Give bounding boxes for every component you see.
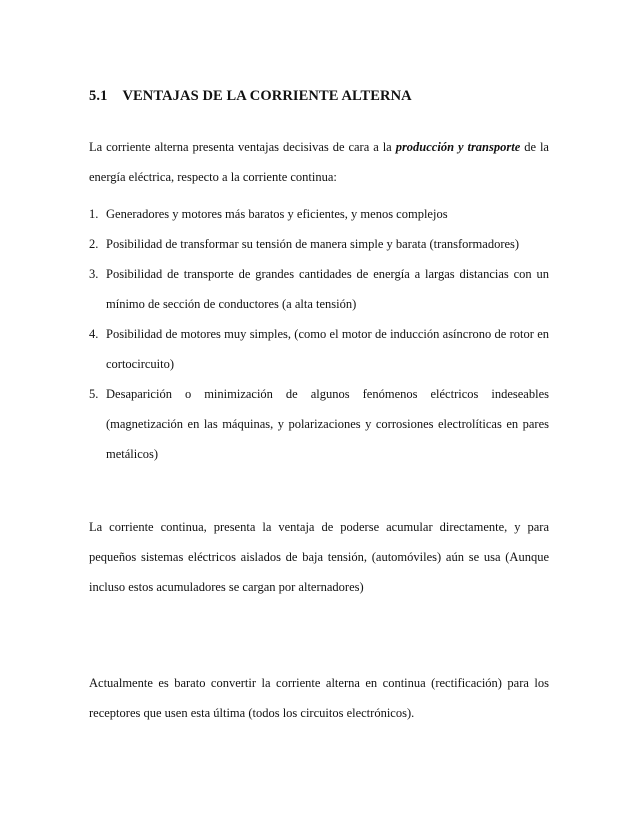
intro-text-before: La corriente alterna presenta ventajas decisivas de cara a la <box>89 140 396 154</box>
paragraph-rectification: Actualmente es barato convertir la corriente alterna en continua (rectificación) para los receptores que usen esta última (todos los circuitos electrónicos). <box>89 676 549 720</box>
list-marker: 2. <box>89 237 99 251</box>
list-item-text: Posibilidad de motores muy simples, (como el motor de inducción asíncrono de rotor en cortocircuito) <box>106 327 549 371</box>
list-item-text: Generadores y motores más baratos y eficientes, y menos complejos <box>106 207 448 221</box>
intro-paragraph <box>89 132 549 192</box>
paragraph-continuous-current: La corriente continua, presenta la ventaja de poderse acumular directamente, y para pequeños sistemas eléctricos aislados de baja tensión, (automóviles) aún se usa (Aunque incluso estos acumuladores se cargan por alternadores) <box>89 520 549 594</box>
list-item-text: Desaparición o minimización de algunos fenómenos eléctricos indeseables (magnetización en las máquinas, y polarizaciones y corrosiones electrolíticas en pares metálicos) <box>106 387 549 461</box>
list-item <box>89 259 549 319</box>
intro-emphasis: producción y transporte <box>395 140 521 154</box>
list-item <box>89 379 549 469</box>
list-item-text: Posibilidad de transporte de grandes cantidades de energía a largas distancias con un mínimo de sección de conductores (a alta tensión) <box>106 267 549 311</box>
section-title: VENTAJAS DE LA CORRIENTE ALTERNA <box>122 88 412 104</box>
list-item-text: Posibilidad de transformar su tensión de manera simple y barata (transformadores) <box>106 237 520 251</box>
list-item <box>89 229 549 259</box>
list-marker: 3. <box>89 267 99 281</box>
intro-text-after: de la energía eléctrica, respecto a la corriente continua: <box>89 140 549 184</box>
list-marker: 5. <box>89 387 99 401</box>
section-heading <box>89 88 412 105</box>
list-marker: 4. <box>89 327 99 341</box>
advantages-list-block <box>89 199 549 469</box>
section-number: 5.1 <box>89 88 108 104</box>
list-marker: 1. <box>89 207 99 221</box>
advantages-list <box>89 199 549 469</box>
list-item <box>89 199 549 229</box>
list-item <box>89 319 549 379</box>
